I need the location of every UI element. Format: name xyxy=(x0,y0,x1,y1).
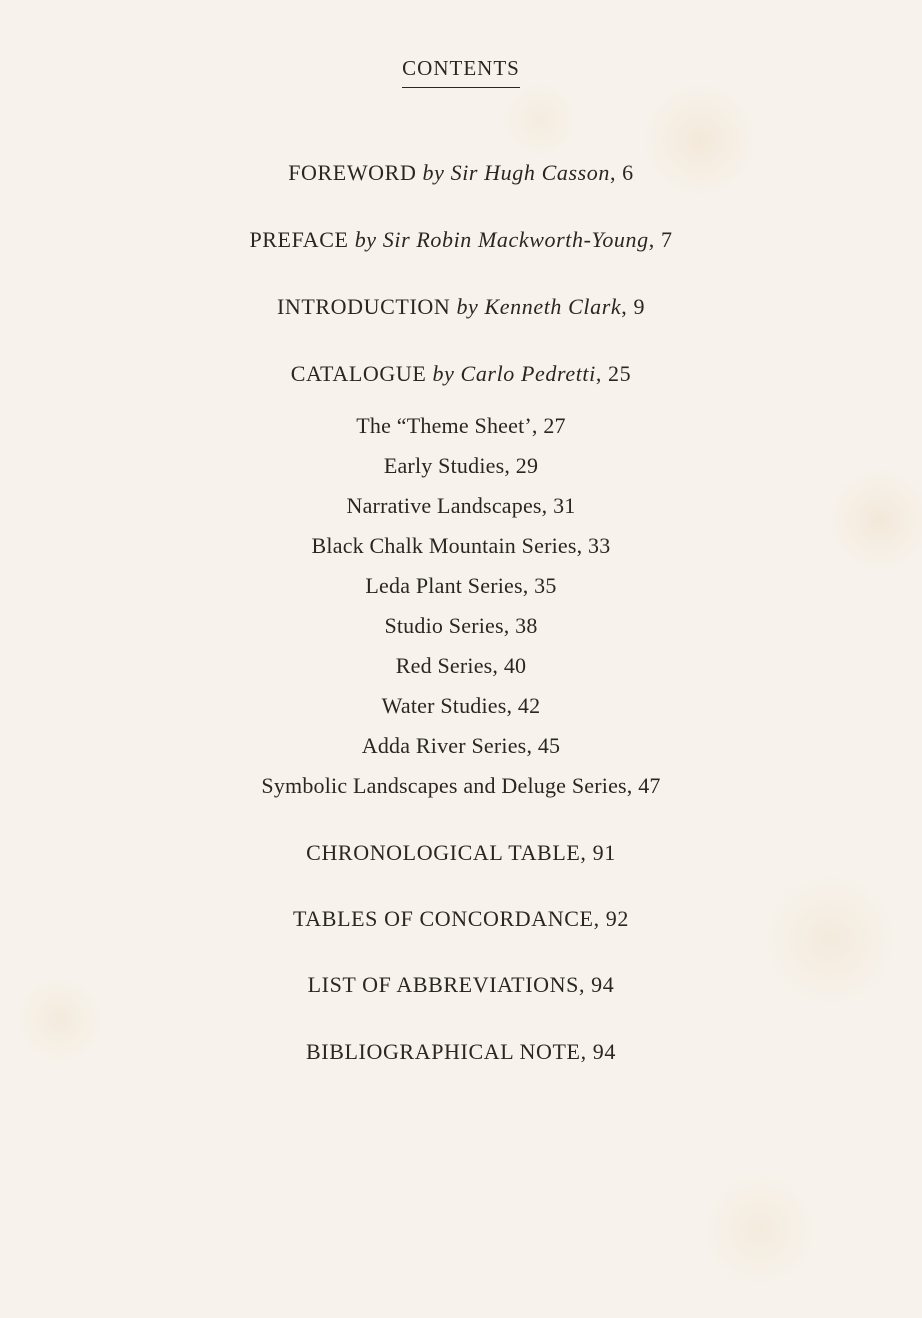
toc-entry-author: by Kenneth Clark xyxy=(456,294,622,319)
toc-entry-title: INTRODUCTION xyxy=(276,294,451,319)
toc-entry-title: PREFACE xyxy=(249,227,349,252)
toc-subentry: Black Chalk Mountain Series, 33 xyxy=(311,533,611,558)
toc-subentry: Symbolic Landscapes and Deluge Series, 47 xyxy=(261,773,661,798)
page-title xyxy=(0,56,922,88)
toc-subentry: Early Studies, 29 xyxy=(383,453,539,478)
toc-entry-page: , 9 xyxy=(621,294,646,319)
toc-entry-bibliographical-note: BIBLIOGRAPHICAL NOTE, 94 xyxy=(306,1039,616,1064)
toc-entry-page: , 25 xyxy=(595,361,632,386)
toc-subentry: Water Studies, 42 xyxy=(381,693,541,718)
toc-entry-preface xyxy=(0,227,922,253)
toc-entry-foreword xyxy=(0,160,922,186)
toc-entry-author: by Carlo Pedretti xyxy=(432,361,596,386)
toc-entry-title: CATALOGUE xyxy=(290,361,427,386)
toc-subentry: Leda Plant Series, 35 xyxy=(365,573,557,598)
toc-entry-list-of-abbreviations: LIST OF ABBREVIATIONS, 94 xyxy=(307,972,615,997)
toc-entry-catalogue xyxy=(0,361,922,387)
toc-subentry: Narrative Landscapes, 31 xyxy=(346,493,576,518)
toc-entry-tables-of-concordance: TABLES OF CONCORDANCE, 92 xyxy=(293,906,629,931)
page-title-text: CONTENTS xyxy=(402,56,520,88)
toc-entry-page: , 6 xyxy=(609,160,634,185)
toc-subentry: Adda River Series, 45 xyxy=(361,733,561,758)
toc-entry-introduction xyxy=(0,294,922,320)
toc-entry-title: FOREWORD xyxy=(288,160,417,185)
toc-subentry: The “Theme Sheet’, 27 xyxy=(356,413,566,438)
toc-subentry: Studio Series, 38 xyxy=(384,613,538,638)
toc-entry-chronological-table: CHRONOLOGICAL TABLE, 91 xyxy=(306,840,616,865)
toc-entry-author: by Sir Hugh Casson xyxy=(422,160,610,185)
toc-entry-page: , 7 xyxy=(648,227,673,252)
toc-subentry: Red Series, 40 xyxy=(395,653,527,678)
toc-entry-author: by Sir Robin Mackworth-Young xyxy=(354,227,649,252)
